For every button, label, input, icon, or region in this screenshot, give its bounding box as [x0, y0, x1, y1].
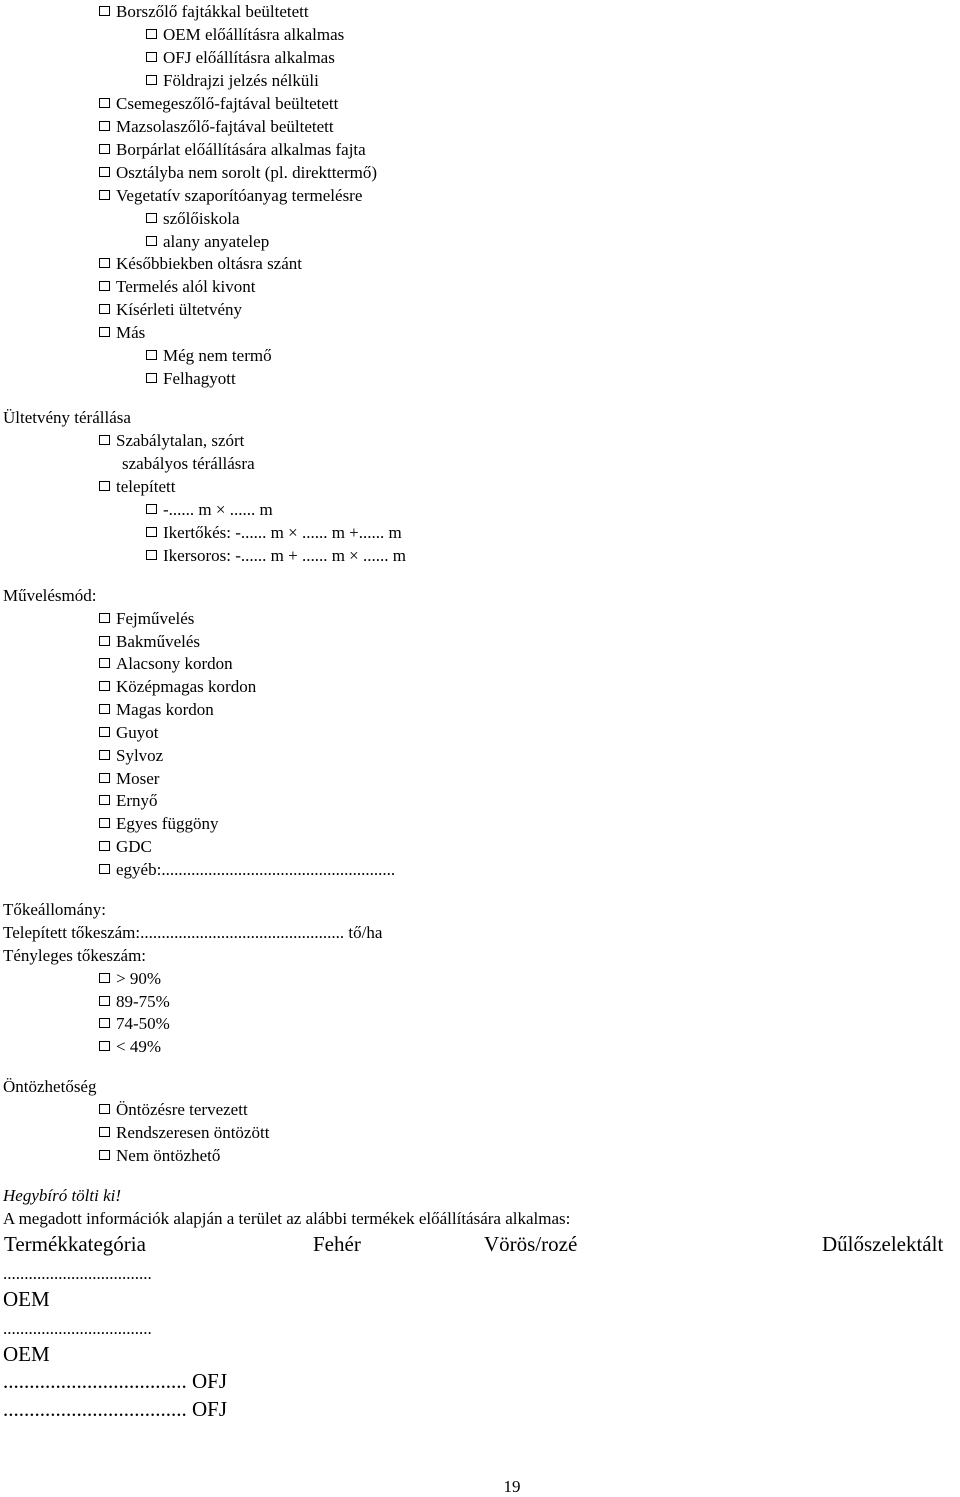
option-borparlat[interactable]: Borpárlat előállítására alkalmas fajta	[99, 140, 366, 162]
checkbox[interactable]	[146, 504, 157, 514]
checkbox[interactable]	[99, 996, 110, 1006]
option-szabalyos[interactable]: telepített	[99, 477, 175, 499]
option-ikersoros[interactable]: Ikersoros: -...... m + ...... m × ...... m	[146, 546, 406, 568]
checkbox[interactable]	[99, 1150, 110, 1160]
option-mas[interactable]: Más	[99, 323, 145, 345]
checkbox[interactable]	[146, 527, 157, 537]
checkbox[interactable]	[99, 818, 110, 828]
option-alacsony-kordon[interactable]: Alacsony kordon	[99, 654, 233, 676]
option-vegetativ[interactable]: Vegetatív szaporítóanyag termelésre	[99, 186, 362, 208]
option-sylvoz[interactable]: Sylvoz	[99, 746, 163, 768]
option-bakmuveles[interactable]: Bakművelés	[99, 632, 200, 654]
option-49[interactable]: < 49%	[99, 1037, 161, 1059]
option-felhagyott[interactable]: Felhagyott	[146, 369, 236, 391]
option-kiserleti[interactable]: Kísérleti ültetvény	[99, 300, 242, 322]
checkbox[interactable]	[99, 750, 110, 760]
option-osztalyba[interactable]: Osztályba nem sorolt (pl. direkttermő)	[99, 163, 377, 185]
option-szabalyos-label: szabályos térállásra	[122, 454, 255, 473]
checkbox[interactable]	[99, 98, 110, 108]
option-egyeb[interactable]: egyéb:.......................................................	[99, 860, 395, 882]
option-borszolo[interactable]: Borszőlő fajtákkal beültetett	[99, 2, 309, 24]
option-szabalytalan[interactable]: Szabálytalan, szórt	[99, 431, 244, 453]
checkbox[interactable]	[99, 658, 110, 668]
row-dots-1: ...................................	[3, 1264, 152, 1283]
option-magas-kordon[interactable]: Magas kordon	[99, 700, 214, 722]
option-gdc[interactable]: GDC	[99, 837, 152, 859]
ontozhetoseg-heading: Öntözhetőség	[3, 1077, 97, 1096]
checkbox[interactable]	[99, 864, 110, 874]
checkbox[interactable]	[99, 681, 110, 691]
col-duloszelektalt: Dűlőszelektált	[822, 1232, 944, 1256]
row-ofj-1: ................................... OFJ	[3, 1369, 228, 1393]
hegybiro-intro: A megadott információk alapján a terület az alábbi termékek előállítására alkalmas:	[3, 1209, 571, 1228]
option-oem[interactable]: OEM előállításra alkalmas	[146, 25, 344, 47]
option-kozepmagas-kordon[interactable]: Középmagas kordon	[99, 677, 256, 699]
checkbox[interactable]	[99, 167, 110, 177]
page-number: 19	[503, 1477, 521, 1496]
checkbox[interactable]	[99, 6, 110, 16]
option-ofj[interactable]: OFJ előállításra alkalmas	[146, 48, 335, 70]
checkbox[interactable]	[99, 121, 110, 131]
option-sortav[interactable]: -...... m × ...... m	[146, 500, 273, 522]
option-egyes-fuggony[interactable]: Egyes függöny	[99, 814, 218, 836]
terallas-heading: Ültetvény térállása	[3, 408, 131, 427]
option-foldrajzi[interactable]: Földrajzi jelzés nélküli	[146, 71, 319, 93]
checkbox[interactable]	[146, 373, 157, 383]
checkbox[interactable]	[99, 327, 110, 337]
checkbox[interactable]	[99, 304, 110, 314]
checkbox[interactable]	[146, 75, 157, 85]
checkbox[interactable]	[146, 236, 157, 246]
option-90[interactable]: > 90%	[99, 969, 161, 991]
checkbox[interactable]	[146, 29, 157, 39]
option-csemege[interactable]: Csemegeszőlő-fajtával beültetett	[99, 94, 338, 116]
option-guyot[interactable]: Guyot	[99, 723, 159, 745]
option-fejmuveles[interactable]: Fejművelés	[99, 609, 194, 631]
checkbox[interactable]	[99, 144, 110, 154]
checkbox[interactable]	[99, 1018, 110, 1028]
option-rendszeresen[interactable]: Rendszeresen öntözött	[99, 1123, 269, 1145]
option-mazsola[interactable]: Mazsolaszőlő-fajtával beültetett	[99, 117, 334, 139]
checkbox[interactable]	[146, 350, 157, 360]
option-moser[interactable]: Moser	[99, 769, 159, 791]
checkbox[interactable]	[99, 727, 110, 737]
checkbox[interactable]	[99, 481, 110, 491]
col-feher: Fehér	[313, 1232, 361, 1256]
checkbox[interactable]	[99, 1041, 110, 1051]
checkbox[interactable]	[99, 841, 110, 851]
checkbox[interactable]	[99, 281, 110, 291]
checkbox[interactable]	[99, 258, 110, 268]
checkbox[interactable]	[99, 190, 110, 200]
option-ernyo[interactable]: Ernyő	[99, 791, 158, 813]
option-74-50[interactable]: 74-50%	[99, 1014, 170, 1036]
option-termeles-kivont[interactable]: Termelés alól kivont	[99, 277, 256, 299]
option-89-75[interactable]: 89-75%	[99, 992, 170, 1014]
option-ikertokes[interactable]: Ikertőkés: -...... m × ...... m +...... m	[146, 523, 402, 545]
option-kesobbiekben[interactable]: Későbbiekben oltásra szánt	[99, 254, 302, 276]
checkbox[interactable]	[146, 52, 157, 62]
row-oem-1: OEM	[3, 1287, 50, 1311]
checkbox[interactable]	[146, 550, 157, 560]
checkbox[interactable]	[99, 1104, 110, 1114]
checkbox[interactable]	[99, 773, 110, 783]
option-ontozesre[interactable]: Öntözésre tervezett	[99, 1100, 248, 1122]
checkbox[interactable]	[99, 613, 110, 623]
tenyleges-tokeszam: Tényleges tőkeszám:	[3, 946, 147, 965]
telepitett-tokeszam: Telepített tőkeszám:................................................ tő/ha	[3, 923, 383, 942]
checkbox[interactable]	[99, 435, 110, 445]
option-szoloiskola[interactable]: szőlőiskola	[146, 209, 240, 231]
hegybiro-note: Hegybíró tölti ki!	[3, 1186, 122, 1205]
option-meg-nem-termo[interactable]: Még nem termő	[146, 346, 272, 368]
option-alany[interactable]: alany anyatelep	[146, 232, 269, 254]
checkbox[interactable]	[99, 973, 110, 983]
checkbox[interactable]	[99, 704, 110, 714]
checkbox[interactable]	[99, 636, 110, 646]
col-voros-roze: Vörös/rozé	[484, 1232, 578, 1256]
checkbox[interactable]	[99, 1127, 110, 1137]
muvelesmod-heading: Művelésmód:	[3, 586, 97, 605]
tokeallomany-heading: Tőkeállomány:	[3, 900, 106, 919]
row-ofj-2: ................................... OFJ	[3, 1397, 228, 1421]
row-dots-2: ...................................	[3, 1319, 152, 1338]
col-termekkategoria: Termékkategória	[4, 1232, 146, 1256]
row-oem-2: OEM	[3, 1342, 50, 1366]
checkbox[interactable]	[146, 213, 157, 223]
checkbox[interactable]	[99, 795, 110, 805]
option-nem-ontozheto[interactable]: Nem öntözhető	[99, 1146, 220, 1168]
